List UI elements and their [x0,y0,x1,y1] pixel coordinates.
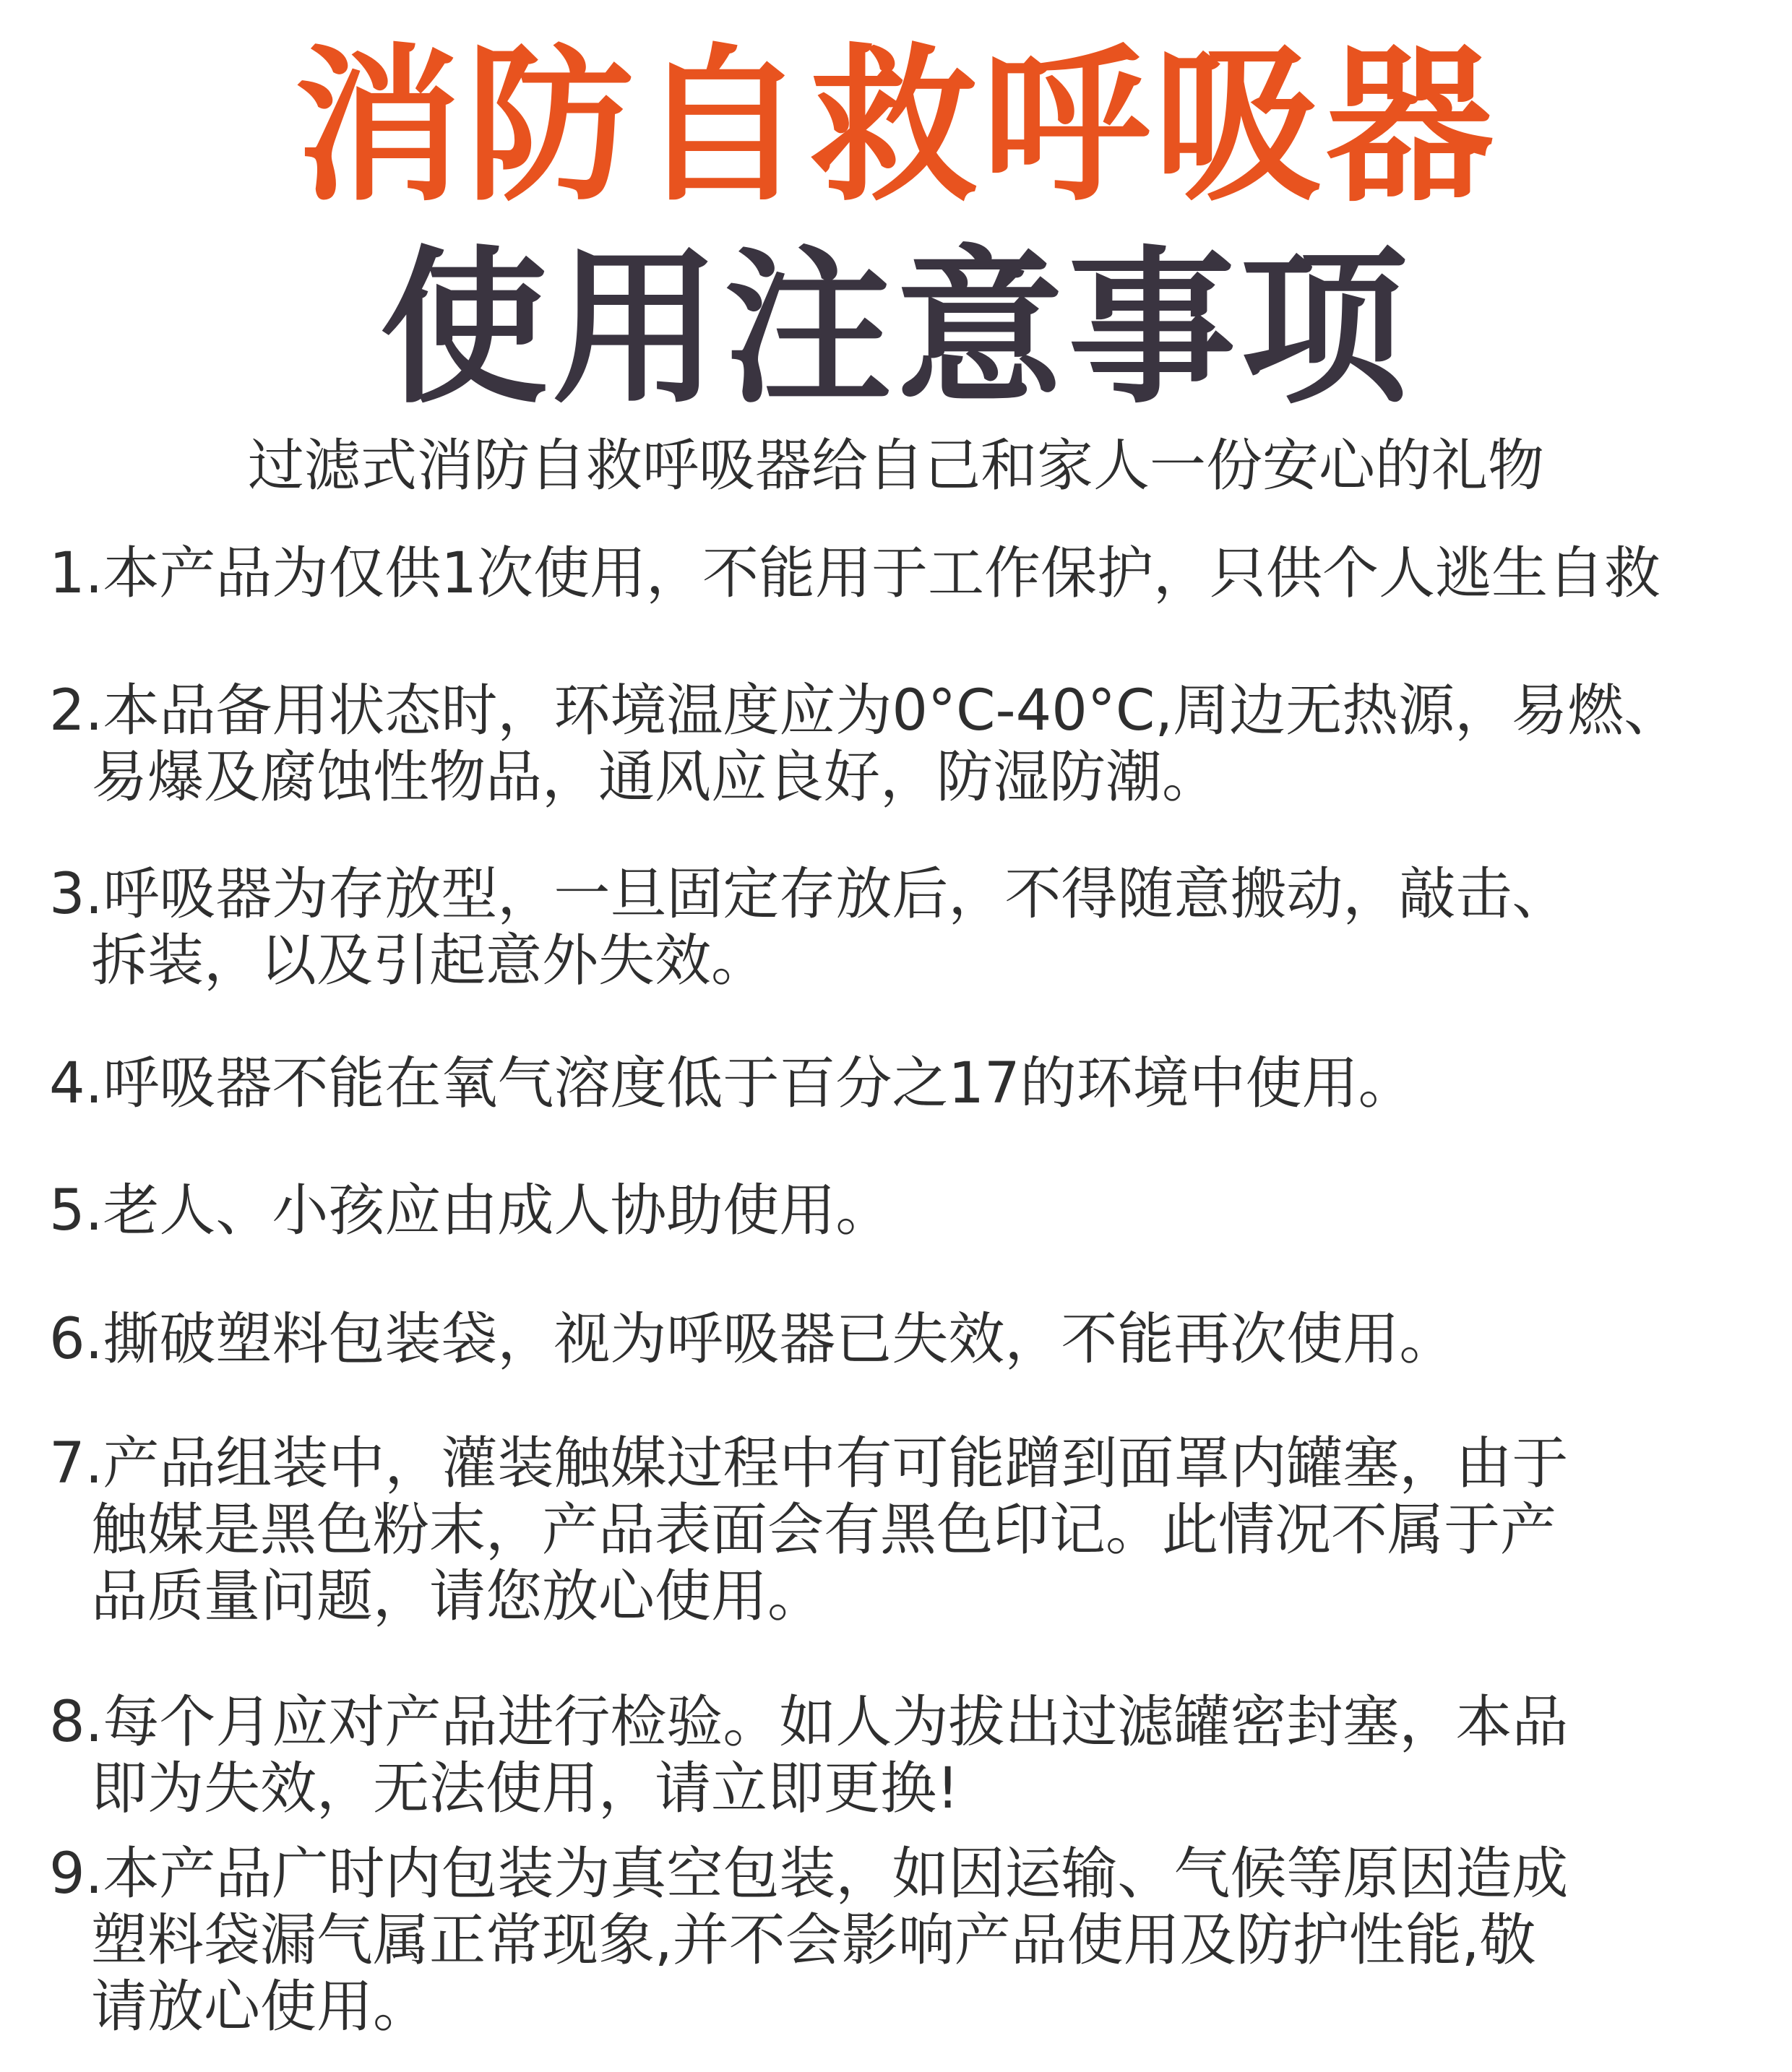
page-subtitle: 使用注意事项 [379,231,1412,426]
note-line: 8.每个月应对产品进行检验。如人为拔出过滤罐密封塞，本品 [49,1690,1569,1755]
note-item-7 [49,1430,1762,1630]
note-line: 请放心使用。 [91,1974,430,2039]
note-line: 拆装，以及引起意外失效。 [91,928,768,993]
tagline: 过滤式消防自救呼吸器给自己和家人一份安心的礼物 [247,433,1544,498]
note-item-1 [49,540,1762,607]
note-line: 塑料袋漏气属正常现象,并不会影响产品使用及防护性能,敬 [91,1908,1536,1973]
note-item-9 [49,1841,1762,2040]
note-line: 5.老人、小孩应由成人协助使用。 [49,1178,892,1243]
note-line: 6.撕破塑料包装袋，视为呼吸器已失效，不能再次使用。 [49,1307,1456,1372]
note-line: 2.本品备用状态时，环境温度应为0°C-40°C,周边无热源，易燃、 [49,678,1681,743]
note-item-4 [49,1050,1762,1117]
note-line: 触媒是黑色粉末，产品表面会有黑色印记。此情况不属于产 [91,1498,1557,1563]
note-item-2 [49,678,1762,811]
note-line: 9.本产品广时内包装为真空包装，如因运输、气候等原因造成 [49,1842,1569,1907]
note-line: 3.呼吸器为存放型，一旦固定存放后，不得随意搬动，敲击、 [49,862,1569,927]
page-title: 消防自救呼吸器 [293,29,1498,224]
note-item-8 [49,1689,1762,1822]
note-item-5 [49,1178,1762,1244]
note-line: 4.呼吸器不能在氧气溶度低于百分之17的环境中使用。 [49,1051,1415,1116]
note-line: 7.产品组装中，灌装触媒过程中有可能蹭到面罩内罐塞，由于 [49,1431,1569,1496]
note-item-3 [49,861,1762,994]
note-item-6 [49,1306,1762,1373]
note-line: 即为失效，无法使用，请立即更换! [91,1756,960,1821]
note-line: 品质量问题，请您放心使用。 [91,1564,824,1629]
note-line: 1.本产品为仅供1次使用，不能用于工作保护，只供个人逃生自救 [49,541,1661,606]
note-line: 易爆及腐蚀性物品，通风应良好，防湿防潮。 [91,745,1219,810]
